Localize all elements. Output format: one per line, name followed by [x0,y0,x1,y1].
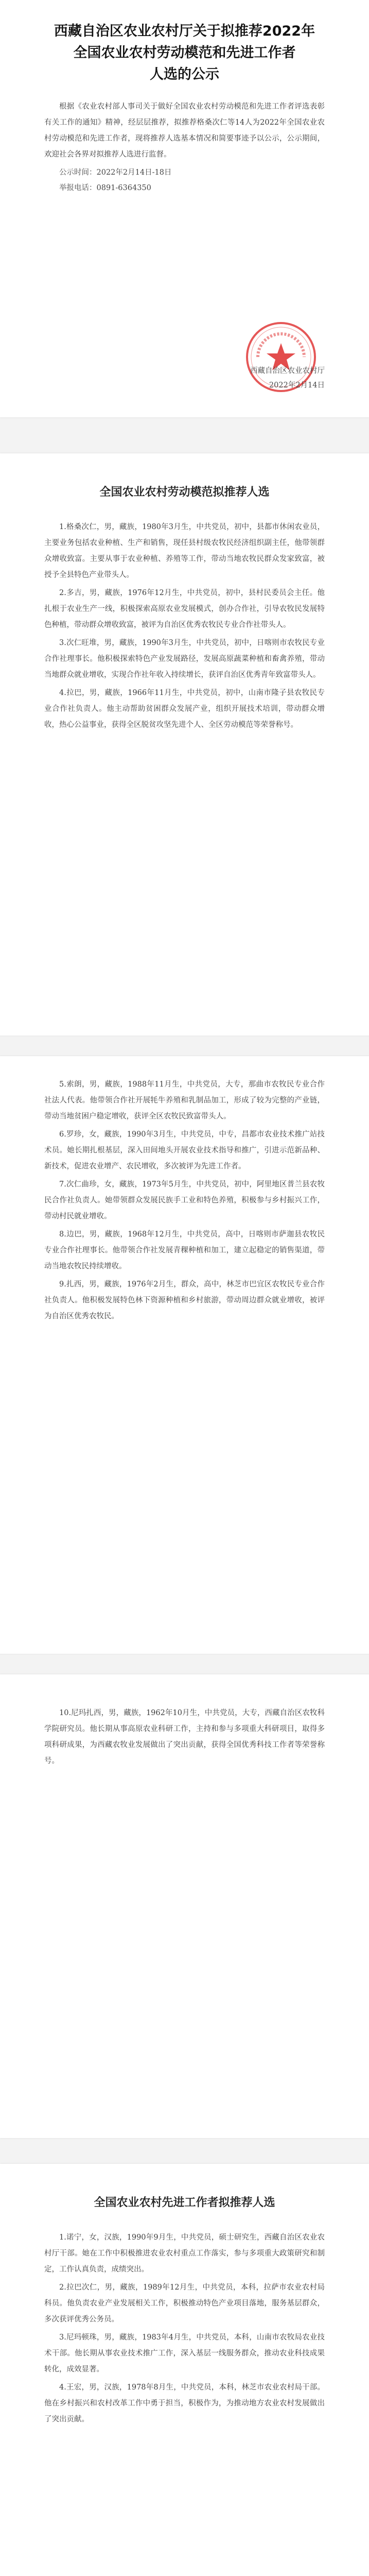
signature-block [222,318,325,396]
nominee-item: 1.格桑次仁，男，藏族，1980年3月生，中共党员，初中，县都市休闲农业员，主要业务包括农业种植、生产和销售，现任县村级农牧民经济组织副主任，他带领群众增收致富。主要从事于农业种植、养殖等工作，带动当地农牧民群众发家致富，被授予全县特色产业带头人。 [44,523,325,579]
phone-label: 举报电话： [59,184,97,192]
nominee-item: 10.尼玛扎西，男，藏族，1962年10月生，中共党员，大专，西藏自治区农牧科学院研究员。他长期从事高原农业科研工作，主持和参与多项重大科研项目，取得多项科研成果，为西藏农牧业发展做出了突出贡献，获得全国优秀科技工作者等荣誉称号。 [44,1709,325,1765]
phone-value: 0891-6364350 [96,184,151,192]
notice-title-line: 西藏自治区农业农村厅关于拟推荐2022年 [54,23,315,39]
model-content [44,483,325,735]
notice-page [0,0,369,417]
nominee-item: 3.尼玛顿珠，男，藏族，1983年4月生，中共党员，本科，山南市农牧局农业技术干部。他长期从事农业技术推广工作，深入基层一线服务群众，推动农业科技成果转化，成效显著。 [44,2333,325,2374]
sign-org: 西藏自治区农业农村厅 [250,367,325,375]
nominee-item: 5.索朗，男，藏族，1988年11月生，中共党员，大专，那曲市农牧民专业合作社法人代表。他带领合作社开展牦牛养殖和乳制品加工，形成了较为完整的产业链，带动当地贫困户稳定增收，获评全区农牧民致富带头人。 [44,1080,325,1121]
model-content-final [44,1705,325,1771]
worker-content [44,2194,325,2430]
worker-section-title: 全国农业农村先进工作者拟推荐人选 [94,2196,275,2209]
nominee-item: 8.边巴，男，藏族，1968年12月生，中共党员，高中，日喀则市萨迦县农牧民专业合作社理事长。他带领合作社发展青稞种植和加工，建立起稳定的销售渠道，带动当地农牧民持续增收。 [44,1230,325,1270]
period-value: 2022年2月14日-18日 [96,168,172,177]
notice-title-line: 人选的公示 [150,66,219,82]
nominee-item: 2.拉巴次仁，男，藏族，1989年12月生，中共党员，本科，拉萨市农业农村局科员。他负责农业产业发展相关工作，积极推动特色产业项目落地，服务基层群众，多次获评优秀公务员。 [44,2283,325,2324]
nominee-item: 7.次仁曲珍，女，藏族，1973年5月生，中共党员，初中，阿里地区普兰县农牧民合作社负责人。她带领群众发展民族手工业和特色养殖，积极参与乡村振兴工作，带动村民就业增收。 [44,1180,325,1221]
worker-page [0,2164,369,2576]
sign-date: 2022年2月14日 [269,381,325,389]
period-label: 公示时间： [59,168,97,177]
notice-body: 根据《农业农村部人事司关于做好全国农业农村劳动模范和先进工作者评选表彰有关工作的通知》精神，经层层推荐，拟推荐格桑次仁等14人为2022年全国农业农村劳动模范和先进工作者，现将推荐人选基本情况和简要事迹予以公示，公示期间，欢迎社会各界对拟推荐人选进行监督。 [44,103,325,159]
nominee-item: 3.次仁旺堆，男，藏族，1990年3月生，中共党员，初中，日喀则市农牧民专业合作社理事长。他积极探索特色产业发展路径，发展高原蔬菜种植和畜禽养殖，带动当地群众就业增收，实现合作社年收入持续增长，获评自治区优秀青年致富带头人。 [44,639,325,679]
model-section-title: 全国农业农村劳动模范拟推荐人选 [99,486,270,499]
model-page [0,453,369,1036]
signature-text [250,364,325,393]
notice-title [44,21,325,86]
notice-title-line: 全国农业农村劳动模范和先进工作者 [73,45,296,61]
model-page-continued [0,1056,369,1654]
notice-phone [44,180,325,196]
nominee-item: 6.罗珍，女，藏族，1990年3月生，中共党员，中专，昌都市农业技术推广站技术员。她长期扎根基层，深入田间地头开展农业技术指导和推广，引进示范新品种、新技术，促进农业增产、农民增收，多次被评为先进工作者。 [44,1130,325,1171]
nominee-item: 4.拉巴，男，藏族，1966年11月生，中共党员，初中，山南市隆子县农牧民专业合作社负责人。他主动帮助贫困群众发展产业，组织开展技术培训，带动群众增收，热心公益事业，获得全区脱贫攻坚先进个人、全区劳动模范等荣誉称号。 [44,689,325,729]
nominee-item: 9.扎西，男，藏族，1976年2月生，群众，高中，林芝市巴宜区农牧民专业合作社负责人。他积极发展特色林下资源种植和乡村旅游，带动周边群众就业增收，被评为自治区优秀农牧民。 [44,1280,325,1320]
nominee-item: 1.诺宁，女，汉族，1990年9月生，中共党员，硕士研究生，西藏自治区农业农村厅干部。她在工作中积极推进农业农村重点工作落实，参与多项重大政策研究和制定，工作认真负责，成绩突出。 [44,2233,325,2274]
model-content-continued [44,1077,325,1327]
nominee-item: 2.多吉，男，藏族，1976年12月生，中共党员，初中，县村民委员会主任。他扎根于农业生产一线，积极探索高原农业发展模式，创办合作社，引导农牧民发展特色种植，带动群众增收致富，被评为自治区优秀农牧民专业合作社带头人。 [44,589,325,629]
nominee-item: 4.王宏，男，汉族，1978年8月生，中共党员，本科，林芝市农业农村局干部。他在乡村振兴和农村改革工作中勇于担当，积极作为，为推动地方农业农村发展做出了突出贡献。 [44,2383,325,2424]
notice-content [44,21,325,196]
notice-period [44,165,325,180]
model-page-final [0,1674,369,2138]
